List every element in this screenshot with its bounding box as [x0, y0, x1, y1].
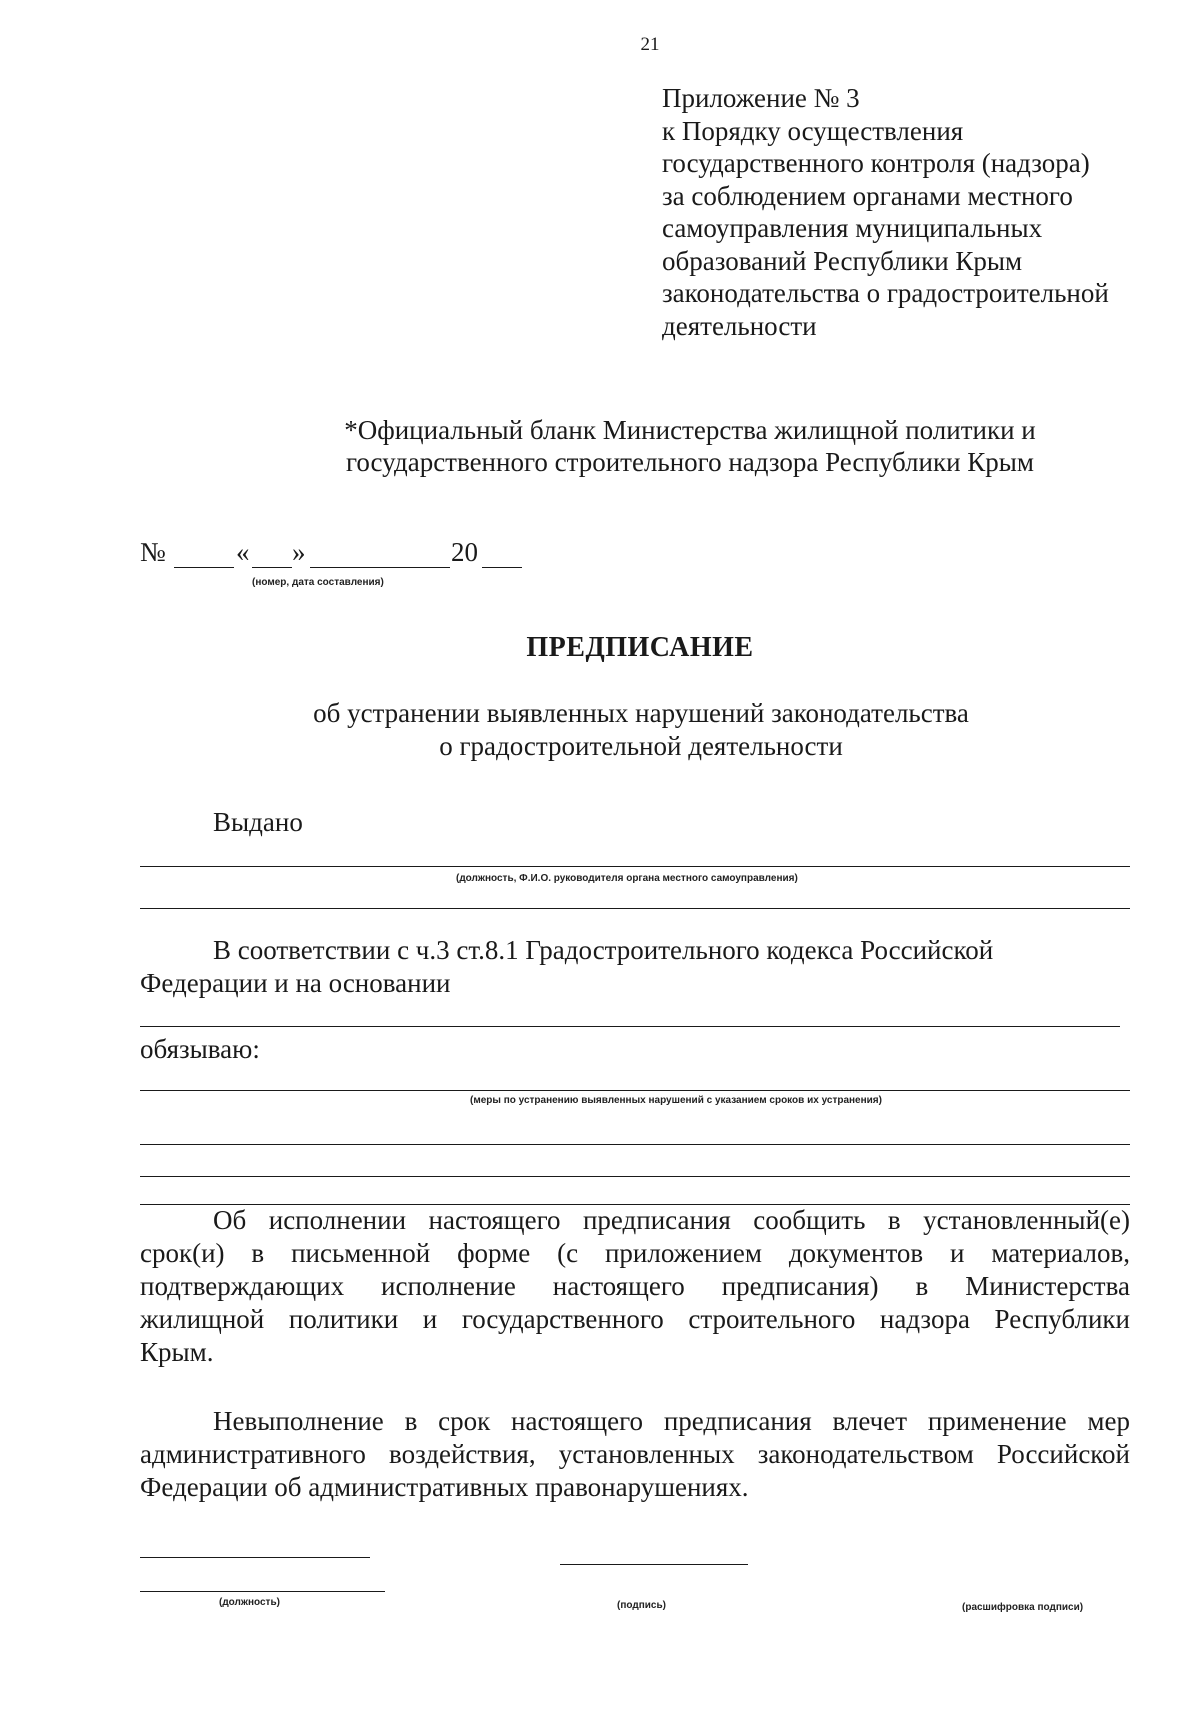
issued-to-field[interactable] — [140, 866, 1130, 867]
issued-caption: (должность, Ф.И.О. руководителя органа местного самоуправления) — [456, 873, 798, 884]
paragraph-line: подтверждающих исполнение настоящего предписания) в Министерства — [140, 1271, 1130, 1301]
appendix-line: за соблюдением органами местного — [662, 180, 1073, 211]
letterhead-line-1: *Официальный бланк Министерства жилищной политики и — [344, 415, 1036, 445]
appendix-line: к Порядку осуществления — [662, 115, 964, 146]
number-label: № — [140, 537, 166, 567]
subtitle-line-1: об устранении выявленных нарушений законодательства — [313, 698, 969, 728]
signature-field[interactable] — [560, 1564, 748, 1565]
position-field[interactable] — [140, 1557, 370, 1558]
appendix-line: образований Республики Крым — [662, 245, 1023, 276]
measures-field-line-3[interactable] — [140, 1176, 1130, 1177]
measures-field-line-2[interactable] — [140, 1144, 1130, 1145]
appendix-line: государственного контроля (надзора) — [662, 148, 1090, 178]
paragraph-line: срок(и) в письменной форме (с приложением документов и материалов, — [140, 1238, 1130, 1268]
letterhead-note — [290, 414, 1090, 478]
paragraph-line: жилищной политики и государственного строительного надзора Республики — [140, 1304, 1130, 1334]
paragraph-line: Об исполнении настоящего предписания сообщить в установленный(е) — [213, 1205, 1130, 1235]
number-date-row — [140, 537, 540, 571]
issued-to-field-line-2[interactable] — [140, 908, 1130, 909]
measures-field[interactable] — [140, 1090, 1130, 1091]
position-caption: (должность) — [219, 1597, 280, 1608]
year-prefix: 20 — [451, 537, 478, 567]
measures-caption: (меры по устранению выявленных нарушений с указанием сроков их устранения) — [470, 1095, 882, 1106]
noncompliance-paragraph — [140, 1405, 1130, 1504]
appendix-line: законодательства о градостроительной — [662, 278, 1109, 308]
basis-line-1: В соответствии с ч.3 ст.8.1 Градостроительного кодекса Российской — [213, 935, 994, 965]
signature-decoding-caption: (расшифровка подписи) — [962, 1602, 1084, 1613]
subtitle-line-2: о градостроительной деятельности — [439, 731, 843, 761]
open-quote: « — [236, 537, 250, 567]
basis-field[interactable] — [140, 1026, 1120, 1027]
number-date-caption: (номер, дата составления) — [252, 577, 384, 588]
issued-label: Выдано — [213, 807, 303, 837]
paragraph-line: Крым. — [140, 1337, 214, 1367]
basis-line-2: Федерации и на основании — [140, 968, 451, 998]
position-field-line-2[interactable] — [140, 1591, 385, 1592]
number-blank[interactable] — [174, 567, 234, 568]
year-blank[interactable] — [482, 567, 522, 568]
close-quote: » — [292, 537, 306, 567]
appendix-line: самоуправления муниципальных — [662, 213, 1043, 243]
letterhead-line-2: государственного строительного надзора Республики Крым — [345, 447, 1035, 477]
day-blank[interactable] — [252, 567, 292, 568]
appendix-line: Приложение № 3 — [662, 83, 860, 113]
paragraph-line: Невыполнение в срок настоящего предписания влечет применение мер — [213, 1406, 1130, 1436]
paragraph-line: Федерации об административных правонарушениях. — [140, 1472, 749, 1502]
appendix-line: деятельности — [662, 310, 817, 341]
obligation-label: обязываю: — [140, 1034, 260, 1064]
execution-paragraph — [140, 1204, 1130, 1369]
document-subtitle — [0, 697, 1200, 763]
paragraph-line: административного воздействия, установленных законодательством Российской — [140, 1439, 1130, 1469]
document-title: ПРЕДПИСАНИЕ — [526, 632, 754, 663]
appendix-header — [662, 82, 1182, 342]
month-blank[interactable] — [310, 567, 450, 568]
signature-caption: (подпись) — [617, 1600, 666, 1611]
page-number: 21 — [640, 34, 660, 55]
